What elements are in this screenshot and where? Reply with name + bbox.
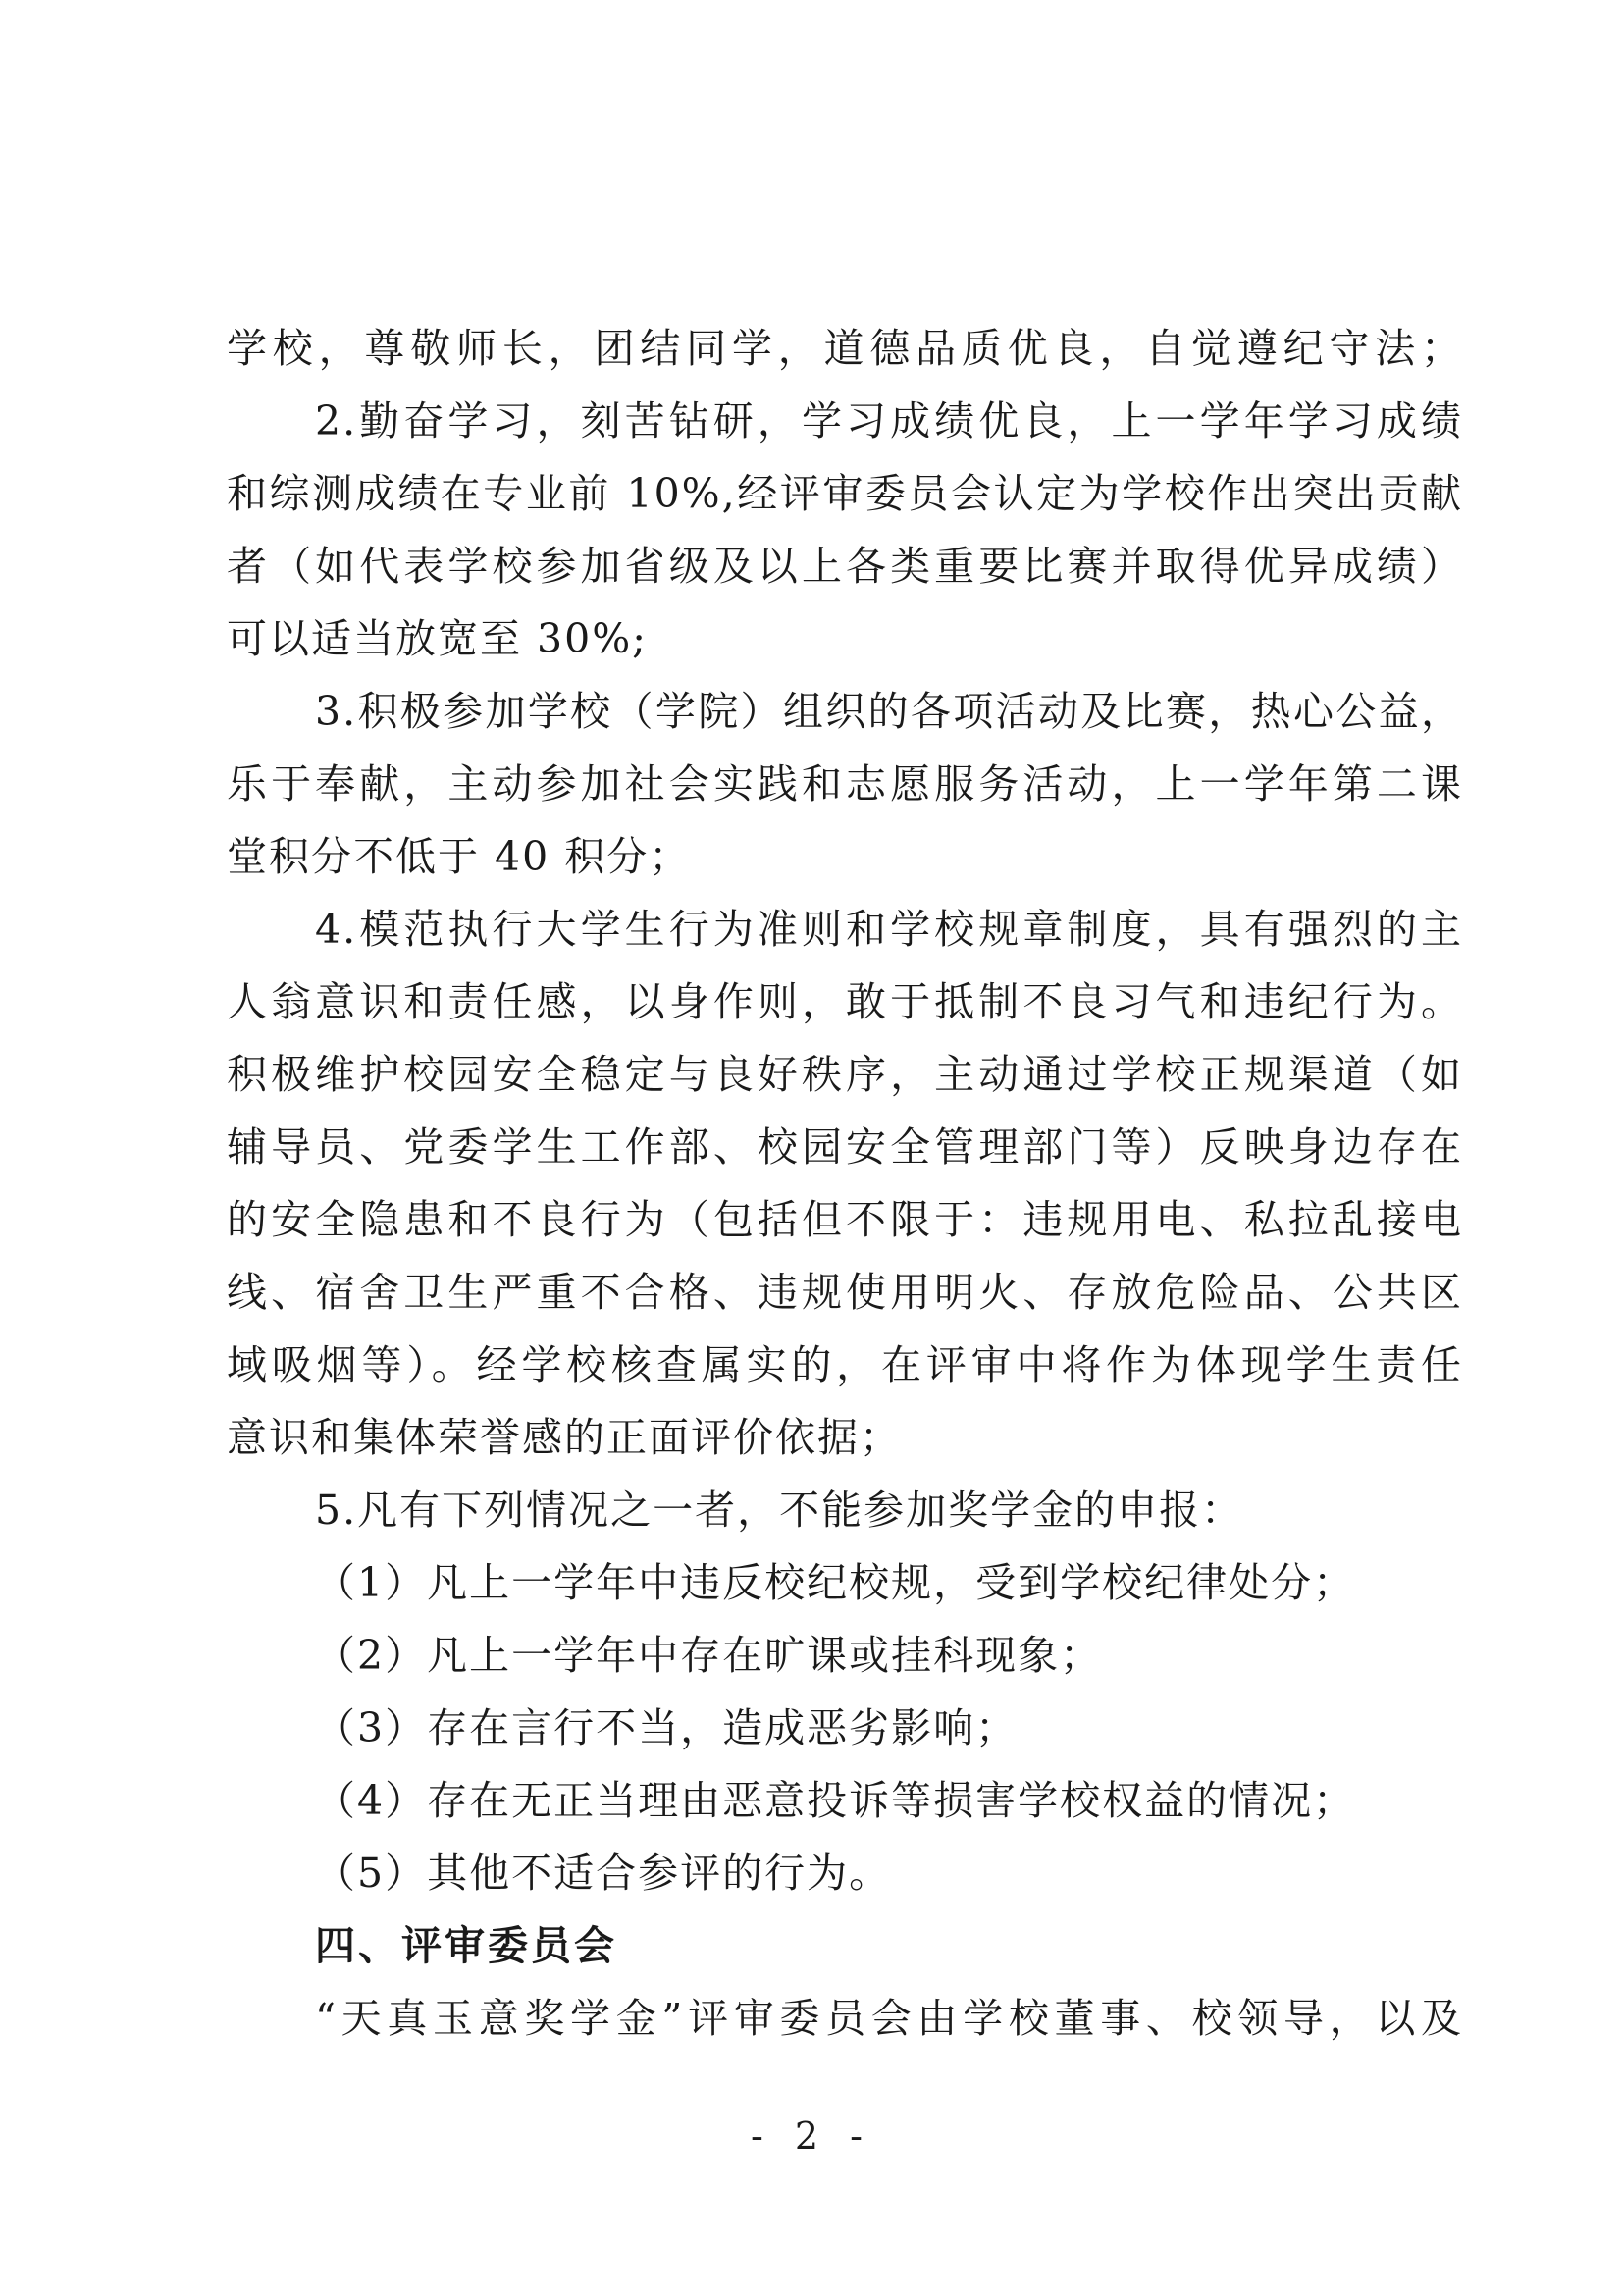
list-item-4-line: 4.模范执行大学生行为准则和学校规章制度，具有强烈的主 (315, 906, 1463, 953)
section-heading: 四、评审委员会 (315, 1922, 617, 1969)
paragraph-line: 意识和集体荣誉感的正面评价依据； (227, 1414, 902, 1461)
paragraph-line: 者（如代表学校参加省级及以上各类重要比赛并取得优异成绩） (227, 543, 1463, 590)
sub-item-5: （5）其他不适合参评的行为。 (315, 1850, 892, 1897)
paragraph-line: 堂积分不低于 40 积分； (227, 833, 692, 880)
sub-item-2: （2）凡上一学年中存在旷课或挂科现象； (315, 1632, 1103, 1679)
paragraph-line: “天真玉意奖学金”评审委员会由学校董事、校领导，以及 (315, 1995, 1463, 2042)
paragraph-line: 线、宿舍卫生严重不合格、违规使用明火、存放危险品、公共区 (227, 1269, 1463, 1316)
sub-item-3: （3）存在言行不当，造成恶劣影响； (315, 1704, 1019, 1751)
paragraph-line: 可以适当放宽至 30%; (227, 615, 648, 662)
list-item-5-line: 5.凡有下列情况之一者，不能参加奖学金的申报： (315, 1487, 1244, 1534)
list-item-2-line: 2.勤奋学习，刻苦钻研，学习成绩优良，上一学年学习成绩 (315, 397, 1463, 444)
paragraph-line: 学校，尊敬师长，团结同学，道德品质优良，自觉遵纪守法； (227, 325, 1463, 372)
paragraph-line: 乐于奉献，主动参加社会实践和志愿服务活动，上一学年第二课 (227, 760, 1463, 808)
sub-item-1: （1）凡上一学年中违反校纪校规，受到学校纪律处分； (315, 1559, 1356, 1606)
paragraph-line: 域吸烟等）。经学校核查属实的，在评审中将作为体现学生责任 (227, 1341, 1463, 1388)
paragraph-line: 人翁意识和责任感，以身作则，敢于抵制不良习气和违纪行为。 (227, 978, 1463, 1025)
paragraph-line: 的安全隐患和不良行为（包括但不限于：违规用电、私拉乱接电 (227, 1196, 1463, 1243)
paragraph-line: 辅导员、党委学生工作部、校园安全管理部门等）反映身边存在 (227, 1123, 1463, 1171)
list-item-3-line: 3.积极参加学校（学院）组织的各项活动及比赛，热心公益， (315, 688, 1463, 735)
paragraph-line: 积极维护校园安全稳定与良好秩序，主动通过学校正规渠道（如 (227, 1051, 1463, 1098)
paragraph-line: 和综测成绩在专业前 10%,经评审委员会认定为学校作出突出贡献 (227, 470, 1463, 517)
page-number: - 2 - (750, 2114, 872, 2158)
body-text (227, 312, 1463, 2055)
sub-item-4: （4）存在无正当理由恶意投诉等损害学校权益的情况； (315, 1777, 1356, 1824)
